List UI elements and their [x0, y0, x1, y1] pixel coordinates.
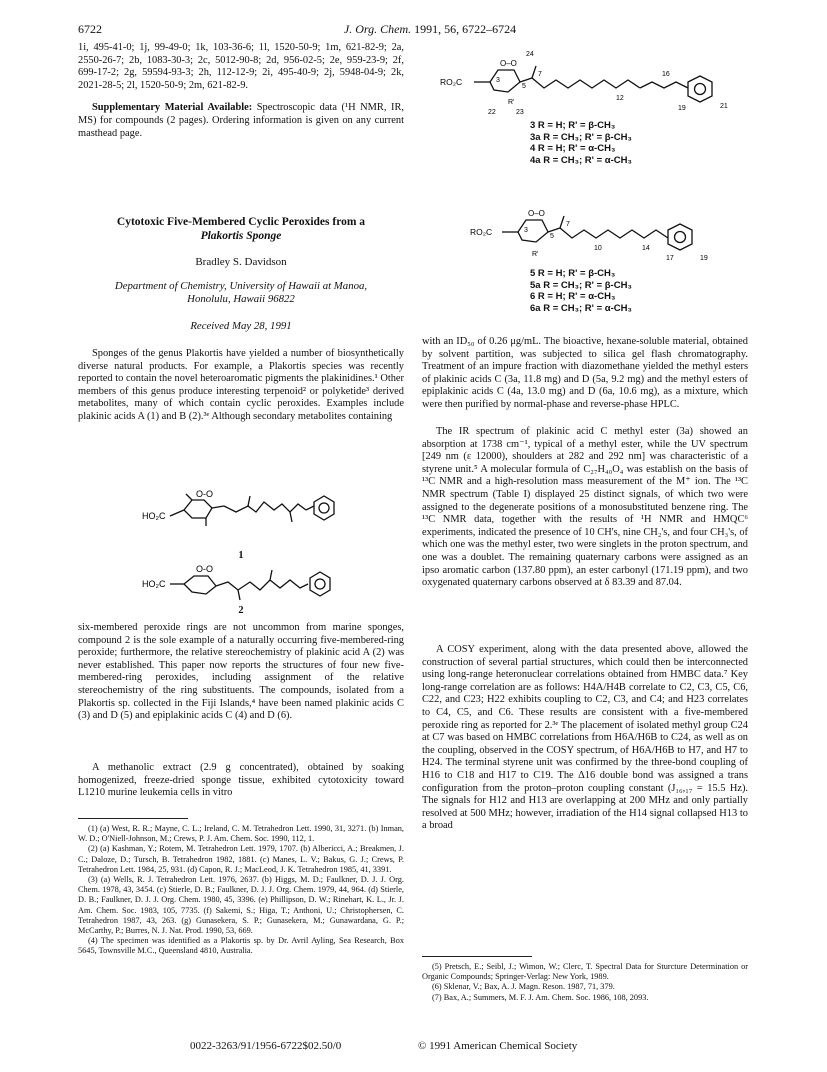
journal-name: J. Org. Chem.	[343, 22, 412, 36]
svg-text:O-O: O-O	[196, 489, 213, 499]
svg-text:19: 19	[700, 255, 708, 262]
footnote-2: (2) (a) Kashman, Y.; Rotem, M. Tetrahedron Lett. 1979, 1707. (b) Albericci, A.; Breakmen, J. C.; Daloze, D.; Tursch, B. Tetrahedron 1982, 1881. (c) Manes, L. V.; Bakus, G. J.; Crews, P. Tetrahedron Lett. 1984, 25, 931. (d) Capon, R. J.; MacLeod, J. K. Tetrahedron 1985, 41, 3391.	[78, 844, 404, 874]
svg-text:5: 5	[522, 83, 526, 90]
legend-6a: 6a R = CH₃; R' = α-CH₃	[530, 302, 632, 314]
title-line-1: Cytotoxic Five-Membered Cyclic Peroxides from a	[116, 216, 366, 228]
author: Bradley S. Davidson	[195, 256, 287, 268]
journal-citation: 1991, 56, 6722–6724	[414, 22, 517, 36]
left-paragraph-3-text: A methanolic extract (2.9 g concentrated), obtained by soaking homogenized, freeze-dried sponge tissue, exhibited cytotoxicity toward L1210 murine leukemia cells in vitro	[78, 762, 404, 799]
svg-text:HO₂C: HO₂C	[142, 579, 166, 589]
intro-text: Sponges of the genus Plakortis have yielded a number of biosynthetically diverse natural products. For example, a Plakortis species was recently reported to contain the novel heteroaromatic pigments the plakinidines.¹ Other members of this genus produce interesting terpenoid² or polyketide³ derived metabolites, many of which contain cyclic peroxides. Examples include plakinic acids A (1) and B (2).³ᵉ Although secondary metabolites containing	[78, 348, 404, 422]
footnote-5: (5) Pretsch, E.; Seibl, J.; Wimon, W.; Clerc, T. Spectral Data for Sturcture Determination or Organic Compounds; Springer-Verlag: New York, 1989.	[422, 962, 748, 982]
compound-5-6-structure	[470, 200, 730, 264]
footnote-4: (4) The specimen was identified as a Plakortis sp. by Dr. Avril Ayling, Sea Research, Box 5645, Townsville M.C., Queensland 4810, Australia.	[78, 936, 404, 956]
compound-2-structure	[140, 560, 350, 608]
right-paragraph-2	[422, 426, 748, 644]
legend-compounds-5-6	[530, 268, 632, 314]
svg-text:22: 22	[488, 109, 496, 116]
compound-2-label: 2	[238, 605, 244, 616]
footnote-rule-left	[78, 818, 188, 819]
affiliation-line-2: Honolulu, Hawaii 96822	[187, 292, 295, 305]
legend-4: 4 R = H; R' = α-CH₃	[530, 143, 616, 154]
page-number: 6722	[78, 22, 102, 36]
svg-text:R': R'	[532, 251, 539, 258]
registry-numbers: 1i, 495-41-0; 1j, 99-49-0; 1k, 103-36-6; 1l, 1520-50-9; 1m, 621-82-9; 2a, 2550-26-7; 2b, 1083-30-3; 2c, 5012-90-8; 2d, 956-02-5; 2e, 959-23-9; 2f, 699-17-2; 2g, 59594-93-3; 2h, 112-12-9; 2i, 495-40-9; 2j, 5948-04-9; 2k, 2021-28-5; 2l, 1520-50-9; 2m, 621-82-9.	[78, 42, 404, 91]
svg-text:RO₂C: RO₂C	[470, 227, 493, 237]
svg-text:12: 12	[616, 95, 624, 102]
footnote-rule-right	[422, 956, 532, 957]
svg-text:3: 3	[524, 227, 528, 234]
svg-text:21: 21	[720, 103, 728, 110]
footnote-6: (6) Sklenar, V.; Bax, A. J. Magn. Reson. 1987, 71, 379.	[432, 982, 615, 992]
footer-code: 0022-3263/91/1956-6722$02.50/0	[190, 1040, 342, 1052]
right-paragraph-1-text: with an ID₅₀ of 0.26 μg/mL. The bioactive, hexane-soluble material, obtained by solvent partition, was subjected to silica gel flash chromatography. Treatment of an impure fraction with diazomethane yielded the methyl esters of plakinic acids C (3a, 11.8 mg) and D (5a, 9.2 mg) and the methyl esters of epiplakinic acids C (4a, 13.0 mg) and D (6a, 10.6 mg), as a mixture, which were then purified by normal-phase and reverse-phase HPLC.	[422, 336, 748, 410]
compound-1-structure	[140, 482, 350, 548]
left-footnotes	[78, 824, 404, 1020]
legend-3a: 3a R = CH₃; R' = β-CH₃	[530, 131, 632, 143]
left-paragraph-2	[78, 622, 404, 762]
compound-3-4-structure	[440, 42, 740, 116]
svg-text:HO₂C: HO₂C	[142, 511, 166, 521]
legend-5a: 5a R = CH₃; R' = β-CH₃	[530, 279, 632, 291]
received-date: Received May 28, 1991	[190, 320, 292, 332]
svg-text:3: 3	[496, 77, 500, 84]
supplementary-label: Supplementary Material Available:	[92, 102, 253, 114]
legend-compounds-3-4	[530, 120, 632, 166]
affiliation-line-1: Department of Chemistry, University of Hawaii at Manoa,	[114, 280, 368, 292]
article-title	[78, 215, 404, 243]
svg-text:23: 23	[516, 109, 524, 116]
svg-text:16: 16	[662, 71, 670, 78]
supplementary-material	[78, 102, 404, 140]
footnote-7: (7) Bax, A.; Summers, M. F. J. Am. Chem. Soc. 1986, 108, 2093.	[432, 992, 649, 1002]
svg-text:O–O: O–O	[528, 209, 545, 218]
intro-paragraph	[78, 348, 404, 476]
svg-text:24: 24	[526, 51, 534, 58]
compound-1-label: 1	[238, 550, 244, 561]
title-line-2: Plakortis Sponge	[200, 230, 282, 242]
right-paragraph-2-text: The IR spectrum of plakinic acid C methyl ester (3a) showed an absorption at 1738 cm⁻¹, typical of a methyl ester, while the UV spectrum [249 nm (ε 12000), shoulders at 282 and 292 nm] was characteristic of a styrene unit.⁵ A molecular formula of C₂₇H₄₀O₄ was establish on the basis of ¹³C NMR and a high-resolution mass measurement of the M⁺ ion. The ¹³C NMR spectrum (Table I) displayed 25 distinct signals, of which two were assigned to the degenerate positions of a monosubstituted benzene ring. The ¹³C NMR data, together with the results of ¹H NMR and HMQC⁶ experiments, indicated the presence of 10 CH's, nine CH₂'s, and four CH₃'s, of which one was the methyl ester, two were singlets in the proton spectrum, and one was a doublet. The remaining quaternary carbons were assigned as an ipso aromatic carbon (137.80 ppm), an ester carbonyl (171.19 ppm), and two oxygenated quaternary carbons observed at δ 83.39 and 87.04.	[422, 426, 748, 589]
left-column	[78, 42, 404, 140]
affiliation	[78, 280, 404, 305]
legend-4a: 4a R = CH₃; R' = α-CH₃	[530, 154, 632, 166]
footer-copyright: © 1991 American Chemical Society	[418, 1040, 578, 1052]
legend-3: 3 R = H; R' = β-CH₃	[530, 120, 616, 131]
svg-text:7: 7	[538, 71, 542, 78]
legend-5: 5 R = H; R' = β-CH₃	[530, 268, 616, 279]
svg-text:O–O: O–O	[500, 59, 517, 68]
svg-text:5: 5	[550, 233, 554, 240]
svg-text:R': R'	[508, 99, 515, 106]
left-paragraph-2-text: six-membered peroxide rings are not uncommon from marine sponges, compound 2 is the sole example of a naturally occurring five-membered-ring peroxide; furthermore, the relative stereochemistry of plakinic acid A (2) was never established. This paper now reports the structures of four new five-membered-ring peroxides, including assignment of the relative stereochemistry of the ring substituents. The compounds, isolated from a Plakortis sp. collected in the Fiji Islands,⁴ have been named plakinic acids C (3) and D (5) and epiplakinic acids C (4) and D (6).	[78, 622, 404, 722]
footnote-3: (3) (a) Wells, R. J. Tetrahedron Lett. 1976, 2637. (b) Higgs, M. D.; Faulkner, D. J. J. Org. Chem. 1978, 43, 3454. (c) Stierle, D. B.; Faulkner, D. J. J. Org. Chem. 1979, 44, 964. (d) Stierle, D. B.; Faulkner, D. J. J. Org. Chem. 1980, 45, 3396. (e) Phillipson, D. W.; Rinehart, K. L., Jr. J. Am. Chem. Soc. 1983, 105, 7735. (f) Sakemi, S.; Higa, T.; Anthoni, U.; Christophersen, C. Tetrahedron 1987, 43, 263. (g) Gunasekera, S. P.; Gunasekera, M.; Gunawardana, G. P.; McCarthy, P.; Burres, N. J. Nat. Prod. 1990, 53, 669.	[78, 875, 404, 936]
supplementary-text: Spectroscopic data (¹H NMR, IR, MS) for compounds (2 pages). Ordering information is given on any current masthead page.	[78, 102, 404, 139]
svg-text:10: 10	[594, 245, 602, 252]
ro2c-label-top: RO₂C	[440, 77, 463, 87]
running-header	[300, 22, 560, 37]
footnote-1: (1) (a) West, R. R.; Mayne, C. L.; Ireland, C. M. Tetrahedron Lett. 1990, 31, 3271. (b) Inman, W. D.; O'Niell-Johnson, M.; Crews, P. J. Am. Chem. Soc. 1990, 112, 1.	[78, 824, 404, 844]
svg-text:14: 14	[642, 245, 650, 252]
svg-text:O-O: O-O	[196, 564, 213, 574]
right-paragraph-3-text: A COSY experiment, along with the data presented above, allowed the construction of several partial structures, which could then be interconnected using long-range heteronuclear correlations obtained from HMBC data.⁷ Key long-range correlation are as follows: H4A/H4B correlate to C2, C3, C5, C6, C22, and C23; H22 exhibits coupling to C2, C3, and C4; and H23 correlates to C4, C5, and C6. These results are consistent with a five-membered peroxide ring as reported for 2.³ᵉ The placement of isolated methyl group C24 at C7 was based on HMBC correlations from H6A/H6B to C24, as well as on the coupling, observed in the COSY spectrum, of H6A/H6B to H7, and H7 to H24. The terminal styrene unit was confirmed by the three-bond coupling of H16 to C18 and H17 to C19. The Δ16 double bond was assigned a trans configuration from the proton–proton coupling constant (J₁₆,₁₇ = 15.5 Hz). The signals for H12 and H13 are overlapping at 200 MHz and only partially resolved at 500 MHz; however, irradiation of the H14 signal collapsed H13 to a broad	[422, 644, 748, 832]
svg-text:19: 19	[678, 105, 686, 112]
left-paragraph-3	[78, 762, 404, 810]
svg-text:17: 17	[666, 255, 674, 262]
right-footnotes	[422, 962, 748, 1024]
svg-text:7: 7	[566, 221, 570, 228]
right-paragraph-1	[422, 336, 748, 426]
legend-6: 6 R = H; R' = α-CH₃	[530, 291, 616, 302]
